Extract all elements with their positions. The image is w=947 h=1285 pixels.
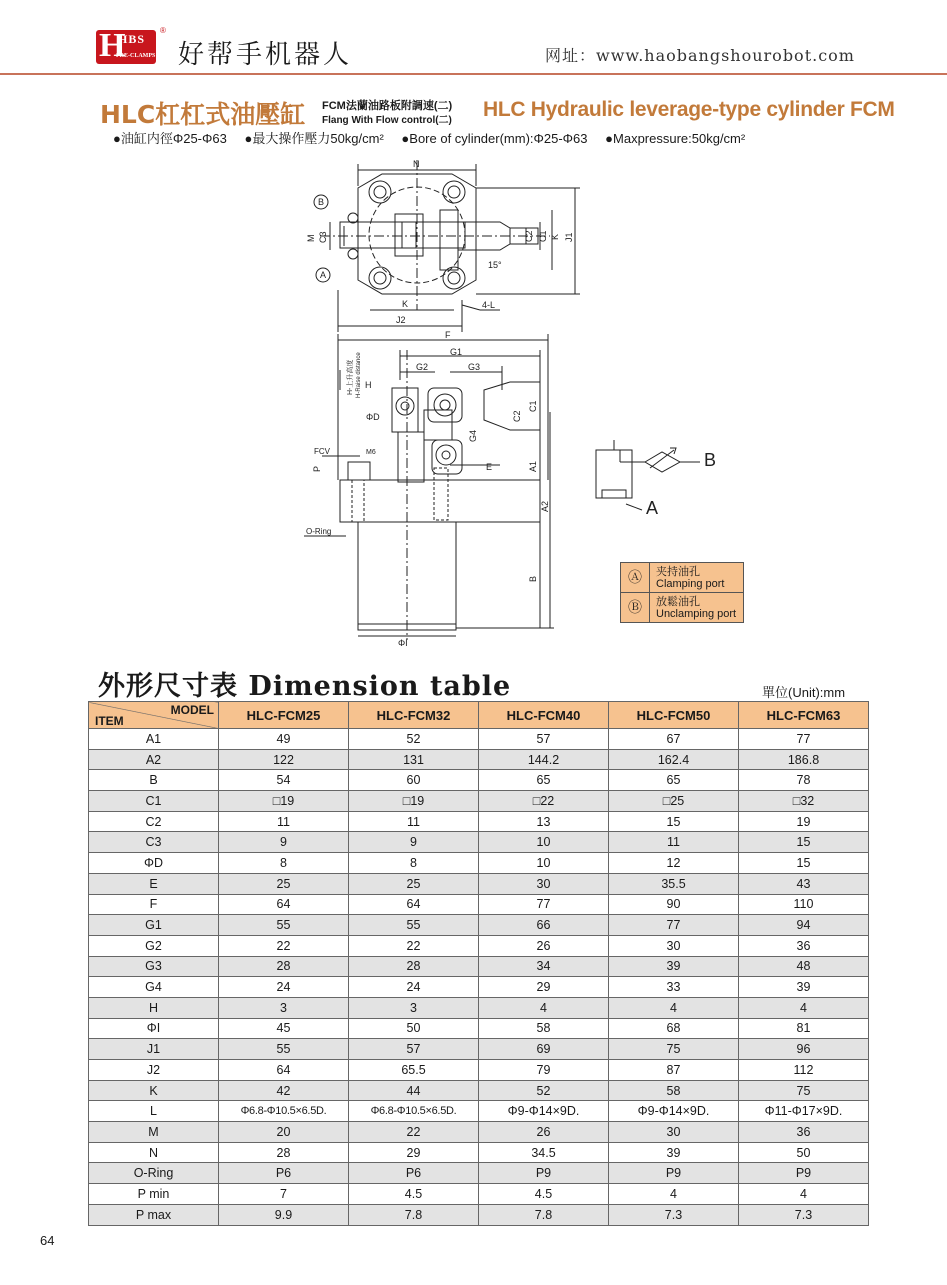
table-cell: 10	[479, 853, 609, 874]
table-cell: 4	[609, 1184, 739, 1205]
label-n: N	[413, 159, 420, 169]
row-item-label: G3	[89, 956, 219, 977]
table-cell: 25	[219, 873, 349, 894]
table-cell: 60	[349, 770, 479, 791]
label-raise-en: H-Raise distance	[356, 352, 362, 398]
label-a1: A1	[528, 460, 538, 472]
table-cell: 50	[349, 1018, 479, 1039]
table-cell: P9	[739, 1163, 869, 1184]
table-cell: 55	[219, 915, 349, 936]
label-phi-i: ΦI	[398, 638, 408, 648]
table-row	[89, 997, 869, 1018]
circuit-labels	[646, 450, 716, 518]
table-cell: 24	[349, 977, 479, 998]
column-header-model: HLC-FCM50	[609, 702, 739, 729]
table-row	[89, 832, 869, 853]
table-body	[89, 729, 869, 1226]
legend-row-clamping	[621, 563, 743, 592]
table-cell: 66	[479, 915, 609, 936]
table-header-row	[89, 702, 869, 729]
label-b: B	[528, 575, 538, 582]
table-cell: 9	[349, 832, 479, 853]
row-item-label: P max	[89, 1204, 219, 1225]
label-c1-side: C1	[528, 400, 538, 412]
table-cell: 26	[479, 1122, 609, 1143]
table-cell: 7.8	[479, 1204, 609, 1225]
table-row	[89, 1039, 869, 1060]
table-cell: 81	[739, 1018, 869, 1039]
table-cell: 77	[609, 915, 739, 936]
table-cell: 162.4	[609, 749, 739, 770]
registered-mark: ®	[160, 26, 166, 35]
table-row	[89, 1184, 869, 1205]
table-cell: P6	[219, 1163, 349, 1184]
table-row	[89, 956, 869, 977]
table-cell: 96	[739, 1039, 869, 1060]
table-cell: 45	[219, 1018, 349, 1039]
spec-line	[113, 128, 759, 147]
column-header-model: HLC-FCM25	[219, 702, 349, 729]
table-cell: P9	[609, 1163, 739, 1184]
table-cell: 64	[219, 1060, 349, 1081]
table-cell: 33	[609, 977, 739, 998]
table-cell: 11	[609, 832, 739, 853]
row-item-label: H	[89, 997, 219, 1018]
column-header-model: HLC-FCM63	[739, 702, 869, 729]
corner-model-label: MODEL	[170, 703, 214, 717]
table-cell: 77	[479, 894, 609, 915]
header-divider	[0, 73, 947, 75]
label-port-a: A	[320, 270, 327, 280]
row-item-label: P min	[89, 1184, 219, 1205]
row-item-label: F	[89, 894, 219, 915]
unit-label: 單位(Unit):mm	[762, 685, 846, 700]
table-cell: 75	[609, 1039, 739, 1060]
table-cell: 9.9	[219, 1204, 349, 1225]
table-cell: 12	[609, 853, 739, 874]
table-cell: 64	[349, 894, 479, 915]
column-header-model: HLC-FCM32	[349, 702, 479, 729]
corner-item-label: ITEM	[95, 714, 124, 728]
table-cell: 75	[739, 1080, 869, 1101]
table-cell: 55	[349, 915, 479, 936]
label-c3: C3	[318, 231, 328, 243]
table-cell: 25	[349, 873, 479, 894]
label-g4: G4	[468, 429, 478, 442]
legend-cn-a: 夹持油孔	[656, 565, 700, 578]
label-k-bottom: K	[402, 299, 409, 309]
table-cell: 112	[739, 1060, 869, 1081]
label-c2-top: C2	[524, 230, 534, 242]
table-cell: 28	[219, 1142, 349, 1163]
legend-cn-b: 放鬆油孔	[656, 595, 700, 608]
table-row	[89, 1080, 869, 1101]
row-item-label: ΦD	[89, 853, 219, 874]
row-item-label: L	[89, 1101, 219, 1122]
row-item-label: J1	[89, 1039, 219, 1060]
table-cell: 9	[219, 832, 349, 853]
table-row	[89, 1060, 869, 1081]
side-view-drawing	[304, 334, 554, 640]
table-row	[89, 853, 869, 874]
row-item-label: B	[89, 770, 219, 791]
row-item-label: C1	[89, 791, 219, 812]
table-cell: 144.2	[479, 749, 609, 770]
label-j2: J2	[396, 315, 406, 325]
table-cell: Φ6.8-Φ10.5×6.5D.	[219, 1101, 349, 1122]
table-corner-cell	[89, 702, 219, 729]
table-row	[89, 873, 869, 894]
table-cell: 39	[609, 956, 739, 977]
table-cell: 29	[479, 977, 609, 998]
table-cell: 20	[219, 1122, 349, 1143]
row-item-label: K	[89, 1080, 219, 1101]
table-cell: 4.5	[479, 1184, 609, 1205]
table-cell: 43	[739, 873, 869, 894]
table-cell: 4	[739, 1184, 869, 1205]
label-m6: M6	[366, 449, 376, 456]
table-cell: 186.8	[739, 749, 869, 770]
table-cell: 67	[609, 729, 739, 750]
legend-symbol-b: Ⓑ	[621, 593, 650, 622]
label-h: H	[365, 380, 372, 390]
table-cell: 34.5	[479, 1142, 609, 1163]
row-item-label: E	[89, 873, 219, 894]
table-cell: 58	[609, 1080, 739, 1101]
table-row	[89, 1142, 869, 1163]
table-cell: 4	[479, 997, 609, 1018]
table-row	[89, 749, 869, 770]
table-cell: 65.5	[349, 1060, 479, 1081]
hbs-logo: H HBS PRE-CLAMPS	[96, 30, 156, 64]
table-cell: 15	[739, 853, 869, 874]
table-cell: Φ6.8-Φ10.5×6.5D.	[349, 1101, 479, 1122]
table-row	[89, 770, 869, 791]
title-subtitle-cn: FCM法蘭油路板附調速(二)	[322, 100, 453, 112]
legend-en-a: Clamping port	[656, 577, 725, 590]
table-cell: 79	[479, 1060, 609, 1081]
table-cell: Φ11-Φ17×9D.	[739, 1101, 869, 1122]
table-cell: 35.5	[609, 873, 739, 894]
table-row	[89, 935, 869, 956]
logo-text: HBS	[118, 32, 146, 46]
spec-bore-en: ●Bore of cylinder(mm):Φ25-Φ63	[401, 131, 588, 146]
title-subtitle-en: Flang With Flow control(二)	[322, 115, 452, 126]
table-cell: 11	[349, 811, 479, 832]
table-cell: 42	[219, 1080, 349, 1101]
table-cell: 55	[219, 1039, 349, 1060]
table-cell: Φ9-Φ14×9D.	[479, 1101, 609, 1122]
table-row	[89, 894, 869, 915]
table-cell: 87	[609, 1060, 739, 1081]
row-item-label: M	[89, 1122, 219, 1143]
table-cell: 34	[479, 956, 609, 977]
table-cell: 54	[219, 770, 349, 791]
table-cell: 8	[219, 853, 349, 874]
label-g1: G1	[450, 347, 463, 357]
row-item-label: G2	[89, 935, 219, 956]
row-item-label: A1	[89, 729, 219, 750]
label-c1-top: C1	[538, 230, 548, 242]
table-cell: □32	[739, 791, 869, 812]
dimension-table-title: 外形尺寸表 Dimension table	[98, 671, 512, 702]
table-cell: □19	[219, 791, 349, 812]
table-cell: 4.5	[349, 1184, 479, 1205]
table-cell: 131	[349, 749, 479, 770]
table-cell: 49	[219, 729, 349, 750]
table-cell: 15	[609, 811, 739, 832]
table-cell: 64	[219, 894, 349, 915]
legend-symbol-a: Ⓐ	[621, 563, 650, 592]
table-cell: P6	[349, 1163, 479, 1184]
table-cell: 68	[609, 1018, 739, 1039]
table-cell: 8	[349, 853, 479, 874]
table-row	[89, 1163, 869, 1184]
table-cell: 36	[739, 935, 869, 956]
table-cell: 39	[609, 1142, 739, 1163]
table-cell: 3	[219, 997, 349, 1018]
spec-pressure-en: ●Maxpressure:50kg/cm²	[605, 131, 746, 146]
label-e: E	[486, 462, 493, 472]
table-cell: 122	[219, 749, 349, 770]
table-cell: 44	[349, 1080, 479, 1101]
row-item-label: C3	[89, 832, 219, 853]
table-cell: 22	[349, 1122, 479, 1143]
label-4l: 4-L	[482, 300, 496, 310]
label-j1: J1	[564, 232, 574, 242]
table-cell: 57	[479, 729, 609, 750]
row-item-label: ΦI	[89, 1018, 219, 1039]
circuit-port-b: B	[704, 450, 717, 470]
label-oring: O-Ring	[306, 527, 332, 536]
row-item-label: G4	[89, 977, 219, 998]
table-cell: Φ9-Φ14×9D.	[609, 1101, 739, 1122]
label-p: P	[312, 465, 322, 472]
table-cell: 10	[479, 832, 609, 853]
table-cell: 19	[739, 811, 869, 832]
port-legend	[620, 562, 744, 623]
spec-bore-cn: ●油缸内徑Φ25-Φ63	[113, 131, 227, 146]
table-cell: 7.8	[349, 1204, 479, 1225]
side-view-labels	[306, 330, 550, 648]
table-cell: 30	[479, 873, 609, 894]
table-cell: 30	[609, 935, 739, 956]
row-item-label: G1	[89, 915, 219, 936]
brand-name: 好帮手机器人	[178, 40, 353, 70]
circuit-port-a: A	[646, 498, 659, 518]
table-cell: 7	[219, 1184, 349, 1205]
label-raise-cn: H-上升高度	[347, 359, 354, 395]
table-cell: □22	[479, 791, 609, 812]
row-item-label: O-Ring	[89, 1163, 219, 1184]
table-row	[89, 1122, 869, 1143]
table-cell: 65	[609, 770, 739, 791]
table-cell: 52	[349, 729, 479, 750]
table-cell: P9	[479, 1163, 609, 1184]
table-cell: 58	[479, 1018, 609, 1039]
table-cell: 29	[349, 1142, 479, 1163]
logo-sub: PRE-CLAMPS	[116, 53, 156, 59]
table-cell: 15	[739, 832, 869, 853]
label-port-b: B	[318, 197, 325, 207]
label-g2: G2	[416, 362, 429, 372]
label-f: F	[445, 330, 451, 340]
table-cell: 65	[479, 770, 609, 791]
label-fcv: FCV	[314, 447, 330, 456]
label-a2: A2	[540, 500, 550, 512]
table-cell: 22	[219, 935, 349, 956]
label-angle: 15°	[488, 260, 502, 270]
table-cell: 30	[609, 1122, 739, 1143]
table-cell: 26	[479, 935, 609, 956]
row-item-label: J2	[89, 1060, 219, 1081]
row-item-label: N	[89, 1142, 219, 1163]
label-k-right: K	[550, 233, 560, 240]
table-cell: 90	[609, 894, 739, 915]
website-url: 网址：www.haobangshourobot.com	[545, 46, 855, 65]
table-row	[89, 729, 869, 750]
table-cell: 78	[739, 770, 869, 791]
legend-en-b: Unclamping port	[656, 607, 737, 620]
dimension-table	[88, 701, 869, 1226]
legend-row-unclamping	[621, 592, 743, 622]
table-row	[89, 811, 869, 832]
table-row	[89, 1101, 869, 1122]
table-cell: 7.3	[739, 1204, 869, 1225]
table-cell: 77	[739, 729, 869, 750]
page-number: 64	[40, 1233, 55, 1248]
table-row	[89, 1204, 869, 1225]
table-cell: 50	[739, 1142, 869, 1163]
table-cell: 36	[739, 1122, 869, 1143]
table-cell: 22	[349, 935, 479, 956]
table-cell: 4	[609, 997, 739, 1018]
row-item-label: C2	[89, 811, 219, 832]
label-phi-d: ΦD	[366, 412, 380, 422]
table-cell: 4	[739, 997, 869, 1018]
column-header-model: HLC-FCM40	[479, 702, 609, 729]
table-cell: 57	[349, 1039, 479, 1060]
label-m: M	[306, 234, 316, 242]
row-item-label: A2	[89, 749, 219, 770]
spec-pressure-cn: ●最大操作壓力50kg/cm²	[244, 131, 384, 146]
table-cell: 39	[739, 977, 869, 998]
title-english: HLC Hydraulic leverage-type cylinder FCM	[483, 98, 895, 121]
table-cell: 48	[739, 956, 869, 977]
title-chinese: HLC杠杠式油壓缸	[100, 100, 306, 129]
table-cell: 3	[349, 997, 479, 1018]
table-cell: 69	[479, 1039, 609, 1060]
table-cell: 13	[479, 811, 609, 832]
table-row	[89, 791, 869, 812]
table-cell: 11	[219, 811, 349, 832]
top-view-drawing	[320, 160, 580, 332]
label-g3: G3	[468, 362, 481, 372]
table-row	[89, 1018, 869, 1039]
table-cell: 52	[479, 1080, 609, 1101]
table-cell: 7.3	[609, 1204, 739, 1225]
table-cell: 24	[219, 977, 349, 998]
table-cell: 110	[739, 894, 869, 915]
table-cell: □25	[609, 791, 739, 812]
table-cell: 28	[219, 956, 349, 977]
table-cell: 28	[349, 956, 479, 977]
table-cell: □19	[349, 791, 479, 812]
table-cell: 94	[739, 915, 869, 936]
table-row	[89, 915, 869, 936]
table-row	[89, 977, 869, 998]
label-c2-side: C2	[512, 410, 522, 422]
